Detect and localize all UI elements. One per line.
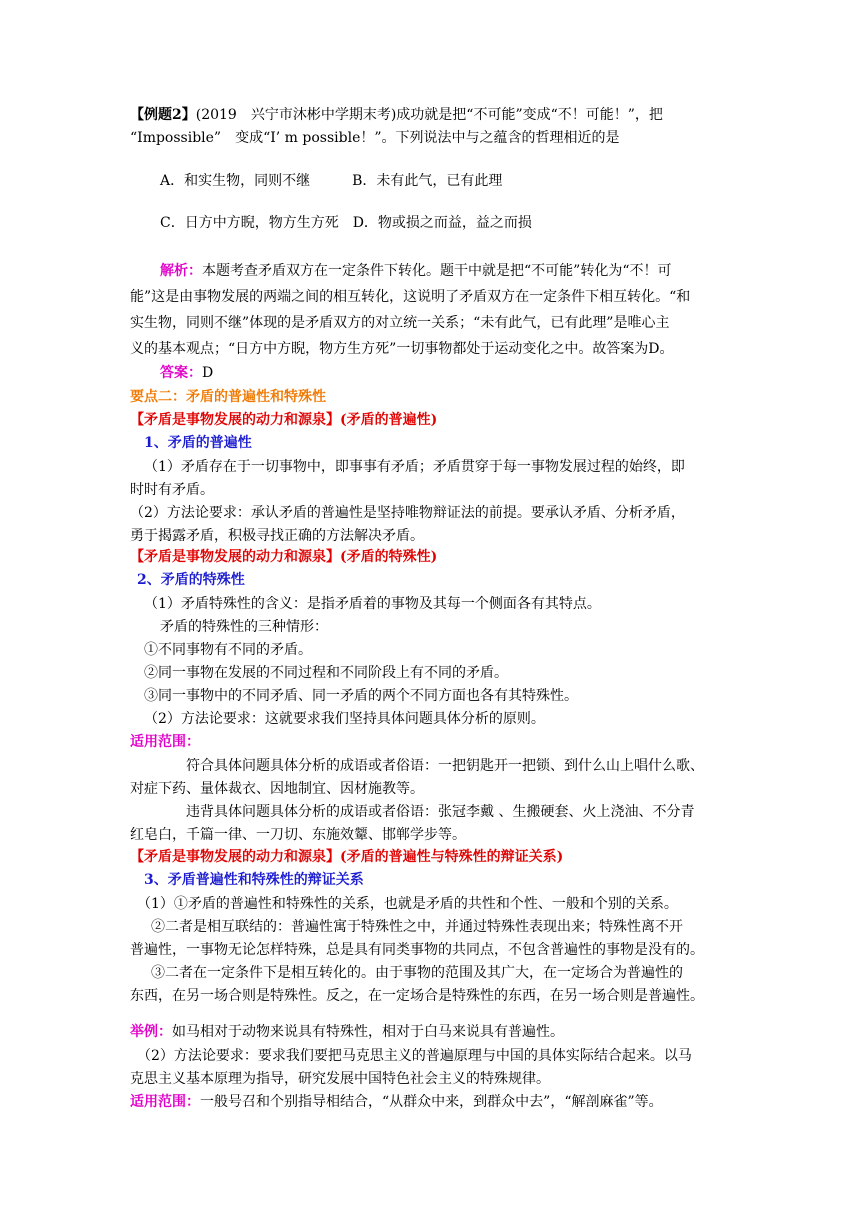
example-line-2: “Impossible” 变成“I’ m possible！”。下列说法中与之蕴含的哲理相近的是 <box>130 130 620 146</box>
s3-point-3-line-1: ③二者在一定条件下是相互转化的。由于事物的范围及其广大，在一定场合为普遍性的 <box>151 965 683 981</box>
s2-definition: （1）矛盾特殊性的含义：是指矛盾着的事物及其每一个侧面各有其特点。 <box>144 596 601 612</box>
analysis-label: 解析： <box>160 263 202 279</box>
analysis-line-1: 解析：本题考查矛盾双方在一定条件下转化。题干中就是把“不可能”转化为“不！可 <box>160 263 672 279</box>
option-ab: A．和实生物，同则不继 B．未有此气，已有此理 <box>160 173 503 189</box>
s3-scope-label: 适用范围： <box>130 1094 200 1110</box>
s1-para1-line-1: （1）矛盾存在于一切事物中，即事事有矛盾；矛盾贯穿于每一事物发展过程的始终，即 <box>144 459 685 475</box>
s3-point-2-line-1: ②二者是相互联结的：普遍性寓于特殊性之中，并通过特殊性表现出来；特殊性离不开 <box>151 919 683 935</box>
s3-point-1: （1）①矛盾的普遍性和特殊性的关系，也就是矛盾的共性和个性、一般和个别的关系。 <box>137 896 678 912</box>
heading-universality: 【矛盾是事物发展的动力和源泉】(矛盾的普遍性) <box>130 412 438 428</box>
analysis-line-3: 实生物，同则不继”体现的是矛盾双方的对立统一关系；“未有此气，已有此理”是唯心主 <box>130 315 670 331</box>
answer-value: D <box>202 365 214 381</box>
s2-method: （2）方法论要求：这就要求我们坚持具体问题具体分析的原则。 <box>144 711 545 727</box>
option-cd: C．日方中方睨，物方生方死 D．物或损之而益，益之而损 <box>160 215 532 231</box>
s3-point-3-line-2: 东西，在另一场合则是特殊性。反之，在一定场合是特殊性的东西，在另一场合则是普遍性。 <box>130 988 704 1004</box>
s2-fit-line-2: 对症下药、量体裁衣、因地制宜、因材施教等。 <box>130 781 424 797</box>
s2-scope-label: 适用范围： <box>130 734 200 750</box>
s2-violate-line-1: 违背具体问题具体分析的成语或者俗语：张冠李戴 、生搬硬套、火上浇油、不分青 <box>186 804 695 820</box>
s3-point-2-line-2: 普遍性，一事物无论怎样特殊，总是具有同类事物的共同点，不包含普遍性的事物是没有的。 <box>130 942 704 958</box>
s2-case-1: ①不同事物有不同的矛盾。 <box>144 642 312 658</box>
section-1-title: 1、矛盾的普遍性 <box>144 435 252 451</box>
example-tag: 【例题2】 <box>130 107 196 123</box>
s2-fit-line-1: 符合具体问题具体分析的成语或者俗语：一把钥匙开一把锁、到什么山上唱什么歌、 <box>186 758 704 774</box>
heading-dialectic: 【矛盾是事物发展的动力和源泉】(矛盾的普遍性与特殊性的辩证关系) <box>130 849 564 865</box>
s2-violate-line-2: 红皂白，千篇一律、一刀切、东施效颦、邯郸学步等。 <box>130 827 466 843</box>
s1-para2-line-2: 勇于揭露矛盾，积极寻找正确的方法解决矛盾。 <box>130 528 424 544</box>
analysis-line-2: 能”这是由事物发展的两端之间的相互转化，这说明了矛盾双方在一定条件下相互转化。“和 <box>130 289 691 305</box>
s2-case-2: ②同一事物在发展的不同过程和不同阶段上有不同的矛盾。 <box>144 665 508 681</box>
s1-para2-line-1: （2）方法论要求：承认矛盾的普遍性是坚持唯物辩证法的前提。要承认矛盾、分析矛盾， <box>130 505 685 521</box>
s3-method-line-2: 克思主义基本原理为指导，研究发展中国特色社会主义的特殊规律。 <box>130 1071 550 1087</box>
section-3-title: 3、矛盾普遍性和特殊性的辩证关系 <box>144 872 364 888</box>
section-2-title: 2、矛盾的特殊性 <box>137 572 245 588</box>
analysis-line-4: 义的基本观点；“日方中方睨，物方生方死”一切事物都处于运动变化之中。故答案为D。 <box>130 341 674 357</box>
s3-scope-line: 适用范围：一般号召和个别指导相结合，“从群众中来，到群众中去”，“解剖麻雀”等。 <box>130 1094 663 1110</box>
s2-case-3: ③同一事物中的不同矛盾、同一矛盾的两个不同方面也各有其特殊性。 <box>144 688 578 704</box>
s3-example-label: 举例： <box>130 1024 172 1040</box>
heading-particularity: 【矛盾是事物发展的动力和源泉】(矛盾的特殊性) <box>130 549 438 565</box>
answer-line <box>160 364 213 382</box>
answer-label: 答案： <box>160 365 202 381</box>
s3-method-line-1: （2）方法论要求：要求我们要把马克思主义的普遍原理与中国的具体实际结合起来。以马 <box>137 1048 692 1064</box>
s1-para1-line-2: 时时有矛盾。 <box>130 482 214 498</box>
s2-three-cases-intro: 矛盾的特殊性的三种情形： <box>160 619 328 635</box>
s3-example-line: 举例：如马相对于动物来说具有特殊性，相对于白马来说具有普遍性。 <box>130 1024 564 1040</box>
example-line-1: 【例题2】(2019 兴宁市沐彬中学期末考)成功就是把“不可能”变成“不！可能！”，把 <box>130 107 663 123</box>
point-two-heading: 要点二：矛盾的普遍性和特殊性 <box>130 389 326 405</box>
